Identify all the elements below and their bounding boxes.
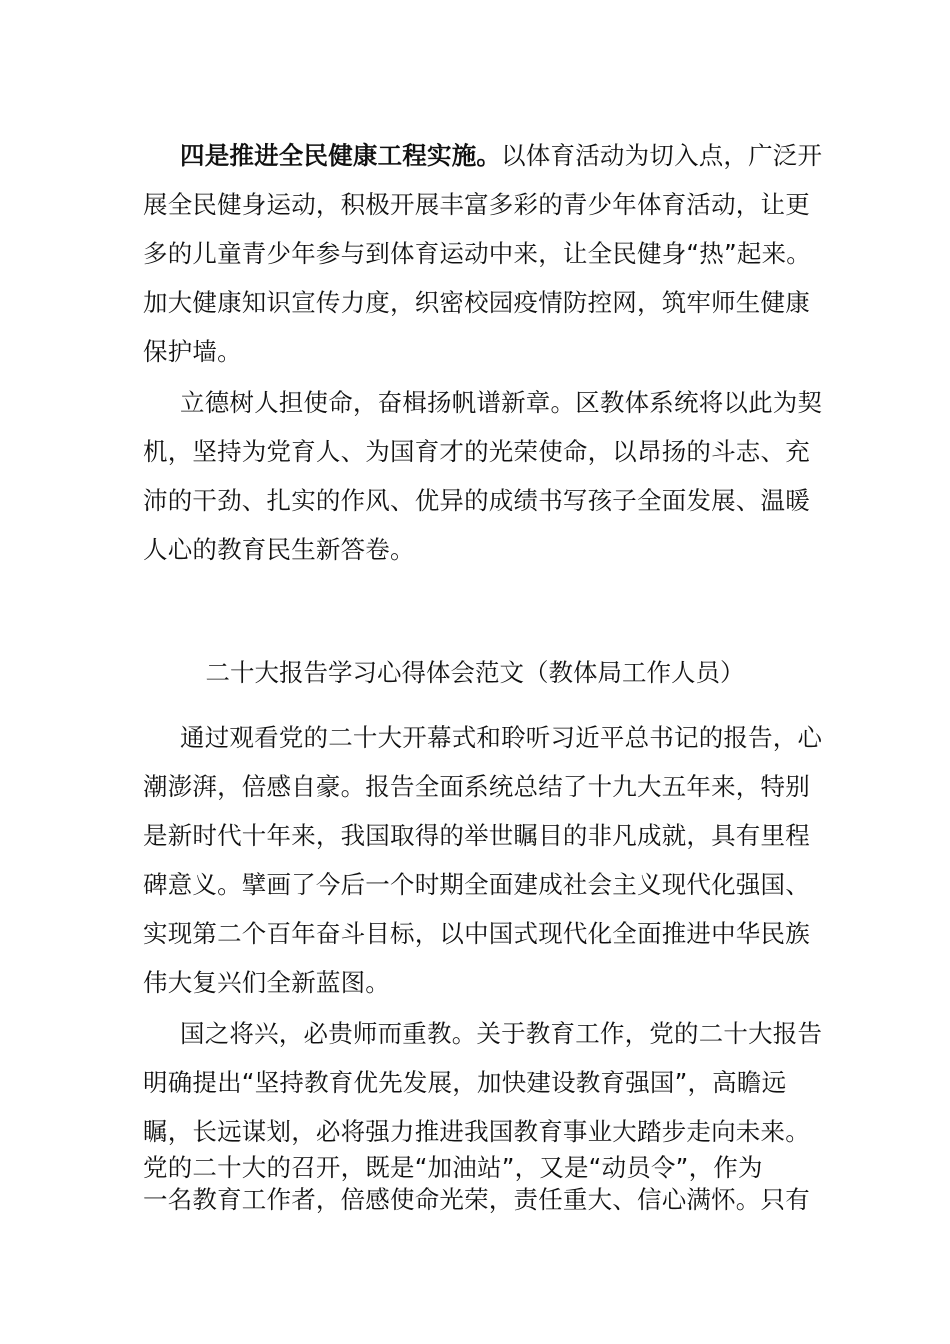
paragraph-line: 人心的教育民生新答卷。 xyxy=(143,535,415,564)
paragraph-line: 碑意义。擘画了今后一个时期全面建成社会主义现代化强国、 xyxy=(143,870,810,899)
paragraph-line: 一名教育工作者，倍感使命光荣，责任重大、信心满怀。只有 xyxy=(143,1185,810,1214)
paragraph-line: 保护墙。 xyxy=(143,337,242,366)
paragraph-line: 明确提出“坚持教育优先发展，加快建设教育强国”，高瞻远 xyxy=(143,1068,787,1097)
paragraph-line: 实现第二个百年奋斗目标，以中国式现代化全面推进中华民族 xyxy=(143,919,810,948)
paragraph-line: 国之将兴，必贵师而重教。关于教育工作，党的二十大报告 xyxy=(180,1019,823,1048)
paragraph-line: 潮澎湃，倍感自豪。报告全面系统总结了十九大五年来，特别 xyxy=(143,772,810,801)
paragraph-line: 机，坚持为党育人、为国育才的光荣使命，以昂扬的斗志、充 xyxy=(143,437,810,466)
paragraph-text: 以体育活动为切入点，广泛开 xyxy=(501,141,823,170)
paragraph-line: 党的二十大的召开，既是“加油站”，又是“动员令”，作为 xyxy=(143,1153,763,1182)
paragraph-line: 伟大复兴们全新蓝图。 xyxy=(143,968,390,997)
article-title: 二十大报告学习心得体会范文（教体局工作人员） xyxy=(205,658,745,687)
paragraph-line: 加大健康知识宣传力度，织密校园疫情防控网，筑牢师生健康 xyxy=(143,288,810,317)
paragraph-line: 是新时代十年来，我国取得的举世瞩目的非凡成就，具有里程 xyxy=(143,821,810,850)
paragraph-line: 立德树人担使命，奋楫扬帆谱新章。区教体系统将以此为契 xyxy=(180,388,823,417)
paragraph-line xyxy=(180,140,822,172)
paragraph-line: 展全民健身运动，积极开展丰富多彩的青少年体育活动，让更 xyxy=(143,190,810,219)
paragraph-line: 通过观看党的二十大开幕式和聆听习近平总书记的报告，心 xyxy=(180,723,823,752)
bold-lead-text: 四是推进全民健康工程实施。 xyxy=(180,141,502,170)
paragraph-line: 沛的干劲、扎实的作风、优异的成绩书写孩子全面发展、温暖 xyxy=(143,486,810,515)
paragraph-line: 多的儿童青少年参与到体育运动中来，让全民健身“热”起来。 xyxy=(143,239,811,268)
paragraph-line: 瞩，长远谋划，必将强力推进我国教育事业大踏步走向未来。 xyxy=(143,1117,810,1146)
